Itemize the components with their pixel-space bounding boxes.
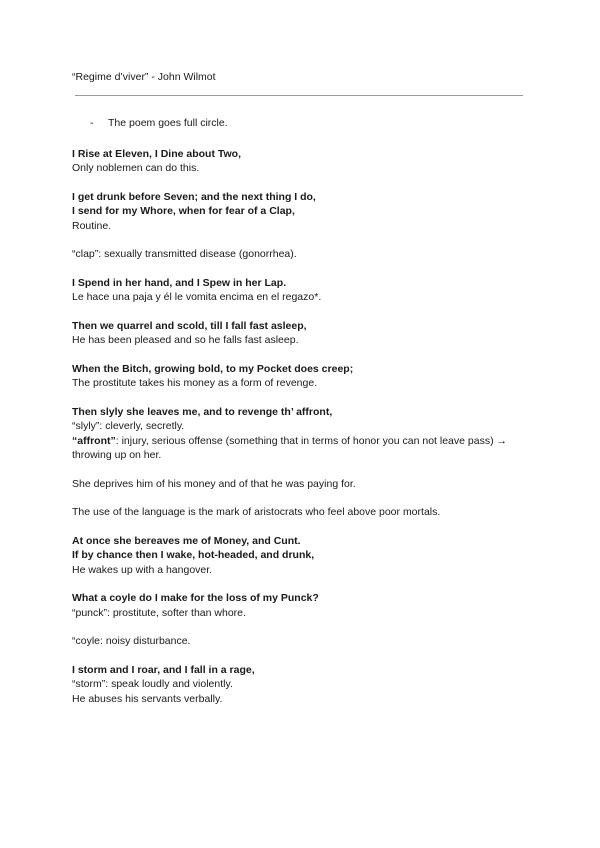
poem-line: I get drunk before Seven; and the next thing I do,: [72, 190, 316, 203]
commentary-line: The prostitute takes his money as a form of revenge.: [72, 377, 318, 389]
paragraph-block: [72, 147, 532, 176]
bullet-text: The poem goes full circle.: [108, 117, 228, 129]
commentary-line: He has been pleased and so he falls fast asleep.: [72, 334, 299, 346]
paragraph-block: [72, 247, 532, 262]
bullet-dash: -: [90, 117, 94, 129]
commentary-line: “storm”: speak loudly and violently.: [72, 678, 233, 690]
commentary-line: The use of the language is the mark of aristocrats who feel above poor mortals.: [72, 506, 441, 518]
poem-line: What a coyle do I make for the loss of my Punck?: [72, 592, 319, 604]
commentary-line: “punck”: prostitute, softer than whore.: [72, 606, 246, 619]
paragraph-block: [72, 591, 532, 620]
paragraph-block: [72, 663, 532, 707]
commentary-line: “coyle: noisy disturbance.: [72, 635, 191, 647]
paragraph-block: [72, 477, 532, 492]
poem-line: I storm and I roar, and I fall in a rage,: [72, 663, 255, 676]
paragraph-block: [72, 319, 532, 348]
bullet-item: [90, 116, 532, 131]
paragraph-block: [72, 505, 532, 520]
paragraph-block: [72, 276, 532, 305]
commentary-line: Le hace una paja y él le vomita encima en el regazo*.: [72, 291, 322, 303]
poem-line: If by chance then I wake, hot-headed, and drunk,: [72, 549, 315, 561]
poem-line: I Spend in her hand, and I Spew in her Lap.: [72, 276, 287, 289]
annotation-blocks: [72, 147, 532, 707]
poem-line: Then we quarrel and scold, till I fall fast asleep,: [72, 319, 307, 332]
commentary-line: She deprives him of his money and of that he was paying for.: [72, 477, 356, 490]
document-body: [72, 116, 532, 720]
commentary-line: He abuses his servants verbally.: [72, 692, 223, 705]
commentary-line: Only noblemen can do this.: [72, 162, 200, 174]
commentary-line: He wakes up with a hangover.: [72, 563, 213, 576]
paragraph-block: [72, 190, 532, 234]
commentary-line: “clap”: sexually transmitted disease (gonorrhea).: [72, 248, 297, 260]
commentary-line: “slyly”: cleverly, secretly.: [72, 420, 185, 432]
paragraph-block: [72, 534, 532, 578]
commentary-line: [72, 434, 532, 463]
poem-line: When the Bitch, growing bold, to my Pocket does creep;: [72, 362, 354, 375]
poem-line: At once she bereaves me of Money, and Cunt.: [72, 534, 301, 547]
poem-line: Then slyly she leaves me, and to revenge th’ affront,: [72, 405, 333, 418]
poem-line: I send for my Whore, when for fear of a Clap,: [72, 205, 295, 217]
paragraph-block: [72, 634, 532, 649]
paragraph-block: [72, 405, 532, 463]
poem-line: I Rise at Eleven, I Dine about Two,: [72, 147, 242, 160]
term-label: “affront”: [72, 434, 116, 447]
header-divider: [75, 95, 523, 96]
term-definition: : injury, serious offense (something that in terms of honor you can not leave pass) → throwing up on her.: [72, 434, 507, 461]
commentary-line: Routine.: [72, 219, 112, 232]
paragraph-block: [72, 362, 532, 391]
document-header: “Regime d’viver” - John Wilmot: [72, 71, 216, 83]
